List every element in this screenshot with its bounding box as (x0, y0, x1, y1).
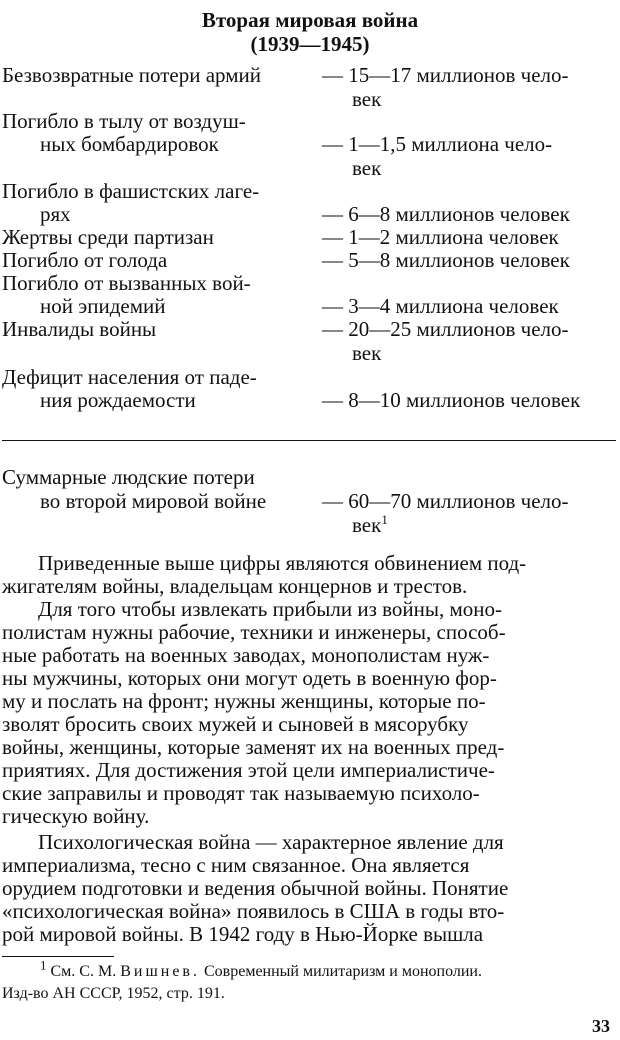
footnote-prefix: См. С. М. (50, 963, 117, 980)
loss-label-cont: ния рождаемости (40, 388, 196, 412)
loss-label: Погибло от вызванных вой- (2, 271, 251, 295)
loss-value: — 15—17 миллионов чело- (322, 63, 569, 87)
body-line: войны, женщины, которые заменят их на военных пред- (2, 735, 505, 759)
loss-value: — 20—25 миллионов чело- (322, 317, 569, 341)
footnote-rule (2, 956, 114, 957)
loss-value: — 1—1,5 миллиона чело- (322, 132, 553, 156)
loss-label: Жертвы среди партизан (2, 225, 214, 249)
body-line: рой мировой войны. В 1942 году в Нью-Йорке вышла (2, 922, 484, 946)
footnote-title: Современный милитаризм и монополии. (203, 963, 482, 980)
body-line: Для того чтобы извлекать прибыли из войны, моно- (38, 597, 502, 621)
loss-value: — 8—10 миллионов человек (322, 388, 581, 412)
total-value: — 60—70 миллионов чело- (322, 489, 569, 513)
loss-value-cont: век (352, 156, 382, 180)
total-value-cont (352, 514, 388, 537)
total-label-cont: во второй мировой войне (40, 489, 267, 513)
footnote-mark: 1 (40, 957, 47, 973)
loss-value: — 1—2 миллиона человек (322, 225, 559, 249)
table-divider (2, 440, 616, 441)
loss-value: — 3—4 миллиона человек (322, 294, 559, 318)
loss-value: — 6—8 миллионов человек (322, 202, 570, 226)
loss-label: Погибло в тылу от воздуш- (2, 109, 246, 133)
total-value-tail: век (352, 513, 382, 537)
loss-label-cont: ных бомбардировок (40, 132, 219, 156)
body-line: Психологическая война — характерное явление для (38, 830, 504, 854)
loss-label: Безвозвратные потери армий (2, 63, 262, 87)
footnote-line (40, 957, 482, 982)
loss-label: Погибло в фашистских лаге- (2, 179, 260, 203)
body-line: му и послать на фронт; нужны женщины, которые по- (2, 689, 486, 713)
body-line: ны мужчины, которых они могут одеть в военную фор- (2, 666, 497, 690)
body-line: империализма, тесно с ним связанное. Она является (2, 853, 470, 877)
page-number: 33 (592, 1016, 610, 1036)
body-line: орудием подготовки и ведения обычной войны. Понятие (2, 876, 509, 900)
loss-label-cont: рях (40, 202, 71, 226)
loss-value: — 5—8 миллионов человек (322, 248, 570, 272)
loss-value-cont: век (352, 341, 382, 365)
body-line: полистам нужны рабочие, техники и инженеры, способ- (2, 620, 506, 644)
loss-label-cont: ной эпидемий (40, 294, 166, 318)
body-line: гическую войну. (2, 804, 150, 828)
footnote-line-2: Изд-во АН СССР, 1952, стр. 191. (2, 985, 225, 1002)
footnote-author: Вишнев. (120, 963, 200, 980)
section-years: (1939—1945) (250, 32, 370, 56)
loss-label: Погибло от голода (2, 248, 168, 272)
footnote-marker: 1 (381, 512, 388, 527)
body-line: ские заправилы и проводят так называемую психоло- (2, 781, 480, 805)
body-line: ные работать на военных заводах, монополистам нуж- (2, 643, 490, 667)
body-line: жигателям войны, владельцам концернов и трестов. (2, 574, 468, 598)
body-line: «психологическая война» появилось в США в годы вто- (2, 899, 505, 923)
loss-label: Дефицит населения от паде- (2, 365, 257, 389)
loss-value-cont: век (352, 87, 382, 111)
body-line: зволят бросить своих мужей и сыновей в мясорубку (2, 712, 469, 736)
section-title: Вторая мировая война (201, 8, 419, 32)
body-line: Приведенные выше цифры являются обвинением под- (38, 551, 527, 575)
loss-label: Инвалиды войны (2, 317, 157, 341)
total-label: Суммарные людские потери (2, 465, 255, 489)
body-line: приятиях. Для достижения этой цели империалистиче- (2, 758, 495, 782)
